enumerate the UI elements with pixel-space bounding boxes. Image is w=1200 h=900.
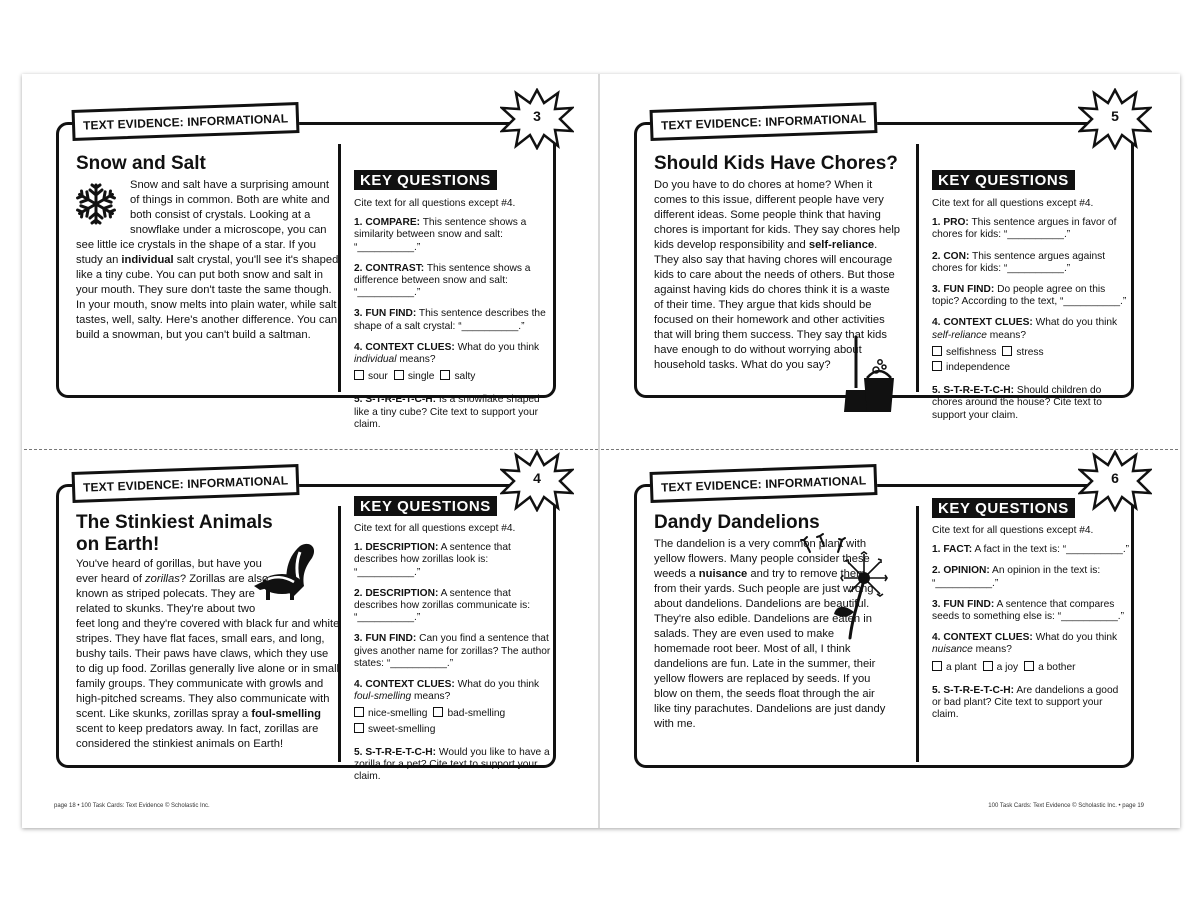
page-footer-right: 100 Task Cards: Text Evidence © Scholastic Inc. • page 19: [988, 803, 1144, 809]
question-text: What do you think: [454, 679, 540, 691]
option-label: nice-smelling: [368, 708, 428, 720]
column-divider: [916, 144, 919, 392]
task-card-5: [630, 104, 1138, 421]
question-text: Would you like to have a zorilla for a pet? Cite text to support your claim.: [354, 746, 550, 783]
question-label: 4. CONTEXT CLUES:: [932, 317, 1033, 329]
card-tab-label: TEXT EVIDENCE: INFORMATIONAL: [650, 102, 878, 141]
question-text: means?: [986, 329, 1027, 341]
key-questions-heading: KEY QUESTIONS: [354, 496, 497, 516]
card-title: The Stinkiest Animals on Earth!: [76, 512, 273, 555]
question-text: This sentence argues in favor of chores for kids: “__________.”: [932, 217, 1117, 241]
question-item: [932, 317, 1130, 376]
cite-instruction: Cite text for all questions except #4.: [932, 525, 1094, 536]
answer-option[interactable]: [354, 707, 427, 720]
checkbox[interactable]: [932, 346, 942, 356]
answer-options: [354, 707, 552, 737]
question-text: means?: [396, 354, 436, 366]
card-title: Should Kids Have Chores?: [654, 153, 898, 174]
answer-option[interactable]: [932, 361, 1010, 374]
question-text: Is a snowflake shaped like a tiny cube? Cite text to support your claim.: [354, 394, 540, 430]
question-item: [354, 263, 552, 300]
option-label: a joy: [996, 661, 1019, 673]
card-body-text: [654, 537, 890, 732]
checkbox[interactable]: [983, 661, 993, 671]
column-divider: [916, 506, 919, 762]
option-label: bad-smelling: [447, 708, 506, 720]
body-text-segment: . They also say that having chores will encourage kids to care about the needs of others. But those against having kids do chores think it is a waste of their time. They argue that kids should be focused on their homework and other activities that will bring them success. They say that kids have enough to do without worrying about household tasks. What do you say?: [654, 239, 895, 371]
card-body-text: [76, 178, 340, 343]
option-label: single: [407, 371, 435, 383]
question-text: What do you think: [1032, 632, 1118, 644]
checkbox[interactable]: [354, 707, 364, 717]
question-text: What do you think: [454, 341, 540, 353]
option-label: a plant: [946, 661, 977, 673]
question-text: A fact in the text is: “__________.”: [972, 544, 1130, 556]
page-footer-left: page 18 • 100 Task Cards: Text Evidence © Scholastic Inc.: [54, 803, 210, 809]
answer-options: [354, 370, 552, 385]
question-label: 4. CONTEXT CLUES:: [354, 341, 455, 353]
checkbox[interactable]: [354, 723, 364, 733]
question-text: Should children do chores around the house? Cite text to support your claim.: [932, 385, 1102, 421]
question-text: What do you think: [1032, 317, 1118, 329]
checkbox[interactable]: [433, 707, 443, 717]
question-text: A sentence that compares seeds to something else is: “__________.”: [932, 598, 1124, 623]
key-questions-heading: KEY QUESTIONS: [932, 170, 1075, 190]
question-item: [932, 251, 1130, 275]
question-label: 5. S-T-R-E-T-C-H:: [354, 746, 437, 758]
answer-option[interactable]: [354, 370, 388, 383]
question-text: means?: [411, 691, 451, 703]
question-text: A sentence that describes how zorillas look is: “__________.”: [354, 542, 511, 578]
question-label: 1. PRO:: [932, 217, 969, 229]
answer-option[interactable]: [1024, 661, 1075, 674]
card-number-burst: [500, 450, 574, 512]
question-term: individual: [354, 354, 397, 366]
key-questions-list: [932, 198, 1130, 431]
question-label: 5. S-T-R-E-T-C-H:: [932, 684, 1015, 696]
card-title: Snow and Salt: [76, 153, 206, 174]
task-card-4: [52, 466, 560, 783]
body-text-segment: You've heard of gorillas, but have you ever heard of: [76, 558, 262, 585]
checkbox[interactable]: [394, 370, 404, 380]
card-number-burst: [1078, 450, 1152, 512]
card-number: 4: [533, 470, 541, 486]
answer-option[interactable]: [394, 370, 435, 383]
checkbox[interactable]: [354, 370, 364, 380]
question-item: [932, 565, 1130, 589]
question-label: 2. DESCRIPTION:: [354, 587, 439, 599]
question-text: Do people agree on this topic? According to the text, “__________.”: [932, 284, 1127, 308]
option-label: sour: [368, 371, 388, 383]
body-text-segment: and try to remove them from their yards. Such people are just wrong about dandelions. Dandelions are beautiful. They're also edible. Dandelions are eaten in salads. They are even used to make homemade root beer. Most of all, I think dandelions are fun. Late in the summer, their yellow flowers are replaced by seeds. If you blow on them, the seeds float through the air like tiny parachutes. Dandelions are just dandy with me.: [654, 568, 886, 730]
option-label: selfishness: [946, 346, 997, 358]
question-label: 2. OPINION:: [932, 565, 990, 577]
cite-instruction: Cite text for all questions except #4.: [354, 523, 516, 534]
task-card-3: [52, 104, 560, 430]
question-label: 1. COMPARE:: [354, 217, 421, 229]
answer-option[interactable]: [433, 707, 505, 720]
question-label: 5. S-T-R-E-T-C-H:: [932, 385, 1015, 397]
option-label: sweet-smelling: [368, 723, 436, 735]
task-card-6: [630, 466, 1138, 762]
question-label: 2. CONTRAST:: [354, 262, 425, 274]
question-item: [932, 599, 1130, 623]
question-item: [354, 217, 552, 254]
question-label: 3. FUN FIND:: [932, 598, 995, 610]
question-item: [354, 633, 552, 670]
question-text: This sentence shows a difference between snow and salt: “__________.”: [354, 262, 531, 299]
body-text-segment: ? Zorillas are also known as striped polecats. They are related to skunks. They're about two feet long and they're covered with black fur and white stripes. They have flat faces, small ears, and long, bushy tails. Their paws have claws, which they use to dig up food. Zorillas generally live alone or in small family groups. They communicate with growls and high-pitched screams. They also communicate with scent. Like skunks, zorillas spray a: [76, 573, 340, 720]
question-text: An opinion in the text is: “__________.”: [932, 565, 1101, 589]
question-term: self-reliance: [932, 329, 987, 341]
question-text: Can you find a sentence that gives another name for zorillas? The author states: “__________.”: [354, 633, 551, 669]
question-item: [932, 685, 1130, 722]
card-number: 5: [1111, 108, 1119, 124]
card-body-text: [654, 178, 902, 373]
card-tab-label: TEXT EVIDENCE: INFORMATIONAL: [72, 464, 300, 503]
body-text-segment: salt crystal, you'll see it's shaped like a tiny cube. You can put both snow and salt in your mouth. They sure don't taste the same though. In your mouth, snow melts into plain water, while salt tastes, well, salty. Here's another difference. You can build a snowman, but you can't build a saltman.: [76, 254, 339, 341]
card-number-burst: [1078, 88, 1152, 150]
card-body-text: [76, 557, 340, 752]
question-item: [932, 632, 1130, 676]
question-term: foul-smelling: [354, 691, 412, 703]
question-label: 5. S-T-R-E-T-C-H:: [354, 394, 437, 406]
checkbox[interactable]: [1024, 661, 1034, 671]
answer-option[interactable]: [354, 723, 435, 736]
body-text-segment: Do you have to do chores at home? When it comes to this issue, different people have very different ideas. Some people think that having chores is important for kids. They say chores help kids develop responsibility and: [654, 179, 901, 251]
answer-option[interactable]: [983, 661, 1019, 674]
question-label: 4. CONTEXT CLUES:: [932, 632, 1033, 644]
checkbox[interactable]: [932, 361, 942, 371]
answer-option[interactable]: [932, 661, 977, 674]
answer-option[interactable]: [440, 370, 475, 383]
question-item: [932, 284, 1130, 308]
key-questions-heading: KEY QUESTIONS: [932, 498, 1075, 518]
card-tab-label: TEXT EVIDENCE: INFORMATIONAL: [650, 464, 878, 503]
checkbox[interactable]: [932, 661, 942, 671]
answer-option[interactable]: [932, 346, 996, 359]
question-label: 3. FUN FIND:: [354, 308, 417, 320]
question-item: [354, 394, 552, 431]
question-item: [932, 217, 1130, 241]
answer-options: [932, 346, 1130, 376]
page-gutter: [598, 74, 600, 828]
cite-instruction: Cite text for all questions except #4.: [932, 198, 1094, 209]
question-label: 1. FACT:: [932, 544, 973, 556]
answer-options: [932, 661, 1130, 676]
body-text-segment: zorillas: [145, 573, 180, 585]
body-text-segment: nuisance: [698, 568, 748, 580]
cite-instruction: Cite text for all questions except #4.: [354, 198, 516, 209]
question-label: 4. CONTEXT CLUES:: [354, 679, 455, 691]
question-label: 3. FUN FIND:: [932, 284, 995, 296]
option-label: independence: [946, 362, 1011, 374]
checkbox[interactable]: [1002, 346, 1012, 356]
body-text-segment: self-reliance: [808, 239, 875, 251]
question-text: This sentence argues against chores for kids: “__________.”: [932, 250, 1106, 274]
body-text-segment: The dandelion is a very common plant with yellow flowers. Many people consider these weeds a: [654, 538, 870, 580]
body-text-segment: individual: [121, 254, 174, 266]
question-label: 1. DESCRIPTION:: [354, 542, 439, 554]
answer-option[interactable]: [1002, 346, 1043, 359]
question-item: [354, 588, 552, 625]
question-text: This sentence shows a similarity between snow and salt: “__________.”: [354, 217, 527, 253]
option-label: salty: [454, 371, 476, 383]
question-text: Are dandelions a good or bad plant? Cite text to support your claim.: [932, 684, 1119, 721]
question-text: This sentence describes the shape of a salt crystal: “__________.”: [354, 308, 546, 332]
option-label: stress: [1016, 346, 1044, 358]
key-questions-list: [354, 198, 552, 440]
question-label: 2. CON:: [932, 250, 970, 262]
question-item: [932, 385, 1130, 422]
body-text-segment: foul-smelling: [251, 708, 321, 720]
key-questions-list: [932, 525, 1130, 730]
body-text-segment: scent to keep predators away. In fact, zorillas are considered the stinkiest animals on Earth!: [76, 723, 319, 750]
card-number: 6: [1111, 470, 1119, 486]
card-number-burst: [500, 88, 574, 150]
question-item: [354, 542, 552, 579]
question-term: nuisance: [932, 644, 973, 656]
option-label: a bother: [1038, 661, 1076, 673]
question-item: [932, 544, 1130, 556]
key-questions-heading: KEY QUESTIONS: [354, 170, 497, 190]
card-tab-label: TEXT EVIDENCE: INFORMATIONAL: [72, 102, 300, 141]
question-label: 3. FUN FIND:: [354, 633, 417, 645]
checkbox[interactable]: [440, 370, 450, 380]
question-item: [354, 679, 552, 738]
key-questions-list: [354, 523, 552, 792]
question-item: [354, 308, 552, 332]
question-text: A sentence that describes how zorillas communicate is: “__________.”: [354, 587, 531, 624]
card-number: 3: [533, 108, 541, 124]
card-title: Dandy Dandelions: [654, 512, 820, 533]
body-text-segment: Snow and salt have a surprising amount of things in common. Both are white and both consist of crystals. Looking at a snowflake under a microscope, you can see little ice crystals in the shape of a star. If you study an: [76, 179, 330, 266]
question-text: means?: [972, 644, 1012, 656]
question-item: [354, 342, 552, 386]
question-item: [354, 747, 552, 784]
